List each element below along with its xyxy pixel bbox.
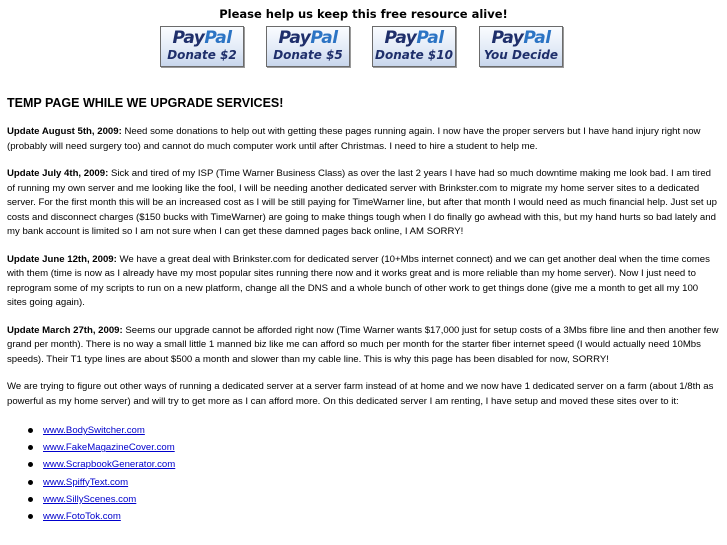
update-july-2009 — [7, 167, 719, 240]
update-label: Update March 27th, 2009: — [7, 324, 123, 336]
update-text: We have a great deal with Brinkster.com for dedicated server (10+Mbs internet connect) and we can get another deal when the time comes with them (time is now as I already have my most popular sites running there now and it works great and is more reliable than my home server). Now I just need to reprogram some of my scripts to run on a new platform, change all the DNS and a whole bunch of other work to get things done (give me a month to get all my 100 sites going again). — [7, 253, 710, 308]
list-item — [43, 422, 719, 439]
update-label: Update July 4th, 2009: — [7, 168, 109, 179]
update-march-2009 — [7, 324, 719, 368]
paypal-donate-10-button[interactable] — [372, 26, 456, 67]
donate-amount-label: Donate $10 — [375, 48, 453, 62]
list-item — [43, 474, 719, 491]
update-label: Update August 5th, 2009: — [7, 126, 122, 137]
list-item — [43, 508, 719, 525]
paypal-donate-5-button[interactable] — [266, 26, 350, 67]
update-label: Update June 12th, 2009: — [7, 253, 117, 265]
server-farm-paragraph: We are trying to figure out other ways of running a dedicated server at a server farm instead of at home and we now have 1 dedicated server on a farm (about 1/8th as powerful as my home server) and will try to get more as I can afford more. On this dedicated server I am renting, I have setup and moved these sites over to it: — [7, 381, 714, 407]
donate-buttons — [160, 26, 570, 70]
paypal-logo: PayPal — [491, 28, 551, 48]
donate-amount-label: Donate $5 — [273, 48, 343, 62]
site-link-fakemagazinecover[interactable]: www.FakeMagazineCover.com — [43, 442, 175, 454]
update-text: Sick and tired of my ISP (Time Warner Business Class) as over the last 2 years I have had so much downtime making me look bad. I am tired of running my own server and me looking like the fool, I will be needing another dedicated server with Brinkster.com to migrate my home server sites to a dedicated server. For the first month this will be an increased cost as I will be still paying for TimeWarner line, but after that month I would need as much financial help. Just set up costs and disconnect charges ($150 bucks with TimeWarner) are going to make things tough when I do finally go awhead with this, but my hand hurts so bad lately and my bank account is limited so I am not sure when I can get these damned pages back online, I AM SORRY! — [7, 168, 717, 237]
site-link-bodyswitcher[interactable]: www.BodySwitcher.com — [43, 425, 145, 436]
bullet-icon — [28, 514, 33, 519]
site-list — [7, 422, 719, 525]
donate-amount-label: Donate $2 — [167, 48, 237, 62]
bullet-icon — [28, 497, 33, 502]
paypal-donate-2-button[interactable] — [160, 26, 244, 67]
page-heading: TEMP PAGE WHILE WE UPGRADE SERVICES! — [7, 96, 284, 110]
bullet-icon — [28, 445, 33, 450]
site-link-sillyscenes[interactable]: www.SillyScenes.com — [43, 493, 137, 505]
paypal-logo: PayPal — [384, 28, 444, 48]
site-link-scrapbookgenerator[interactable]: www.ScrapbookGenerator.com — [43, 459, 176, 471]
page-banner-title: Please help us keep this free resource alive! — [219, 7, 508, 21]
donate-amount-label: You Decide — [483, 48, 559, 62]
paypal-logo: PayPal — [278, 28, 338, 48]
update-text: Need some donations to help out with getting these pages running again. I now have the proper servers but I have hand injury right now (probably will need surgery too) and cannot do much computer work until after Christmas. I need to hire a student to help me. — [7, 126, 701, 152]
main-content — [7, 96, 719, 525]
bullet-icon — [28, 480, 33, 485]
list-item — [43, 491, 719, 508]
site-link-fototok[interactable]: www.FotoTok.com — [43, 511, 121, 523]
list-item — [43, 456, 719, 473]
update-june-2009 — [7, 253, 719, 311]
bullet-icon — [28, 428, 33, 433]
paypal-logo: PayPal — [172, 28, 232, 48]
update-text: Seems our upgrade cannot be afforded right now (Time Warner wants $17,000 just for setup costs of a 3Mbs fibre line and then another few grand per month). There is no way a small little 1 manned biz like me can afford so much per month for the starter fiber internet speed (I would actually need 10Mbs speeds). Their T1 type lines are about $500 a month and slower than my cable line. This is why this page has been disabled for now, SORRY! — [7, 324, 719, 365]
paypal-you-decide-button[interactable] — [479, 26, 563, 67]
list-item — [43, 439, 719, 456]
site-link-spiffytext[interactable]: www.SpiffyText.com — [43, 476, 129, 488]
update-august-2009 — [7, 125, 719, 154]
bullet-icon — [28, 462, 33, 467]
